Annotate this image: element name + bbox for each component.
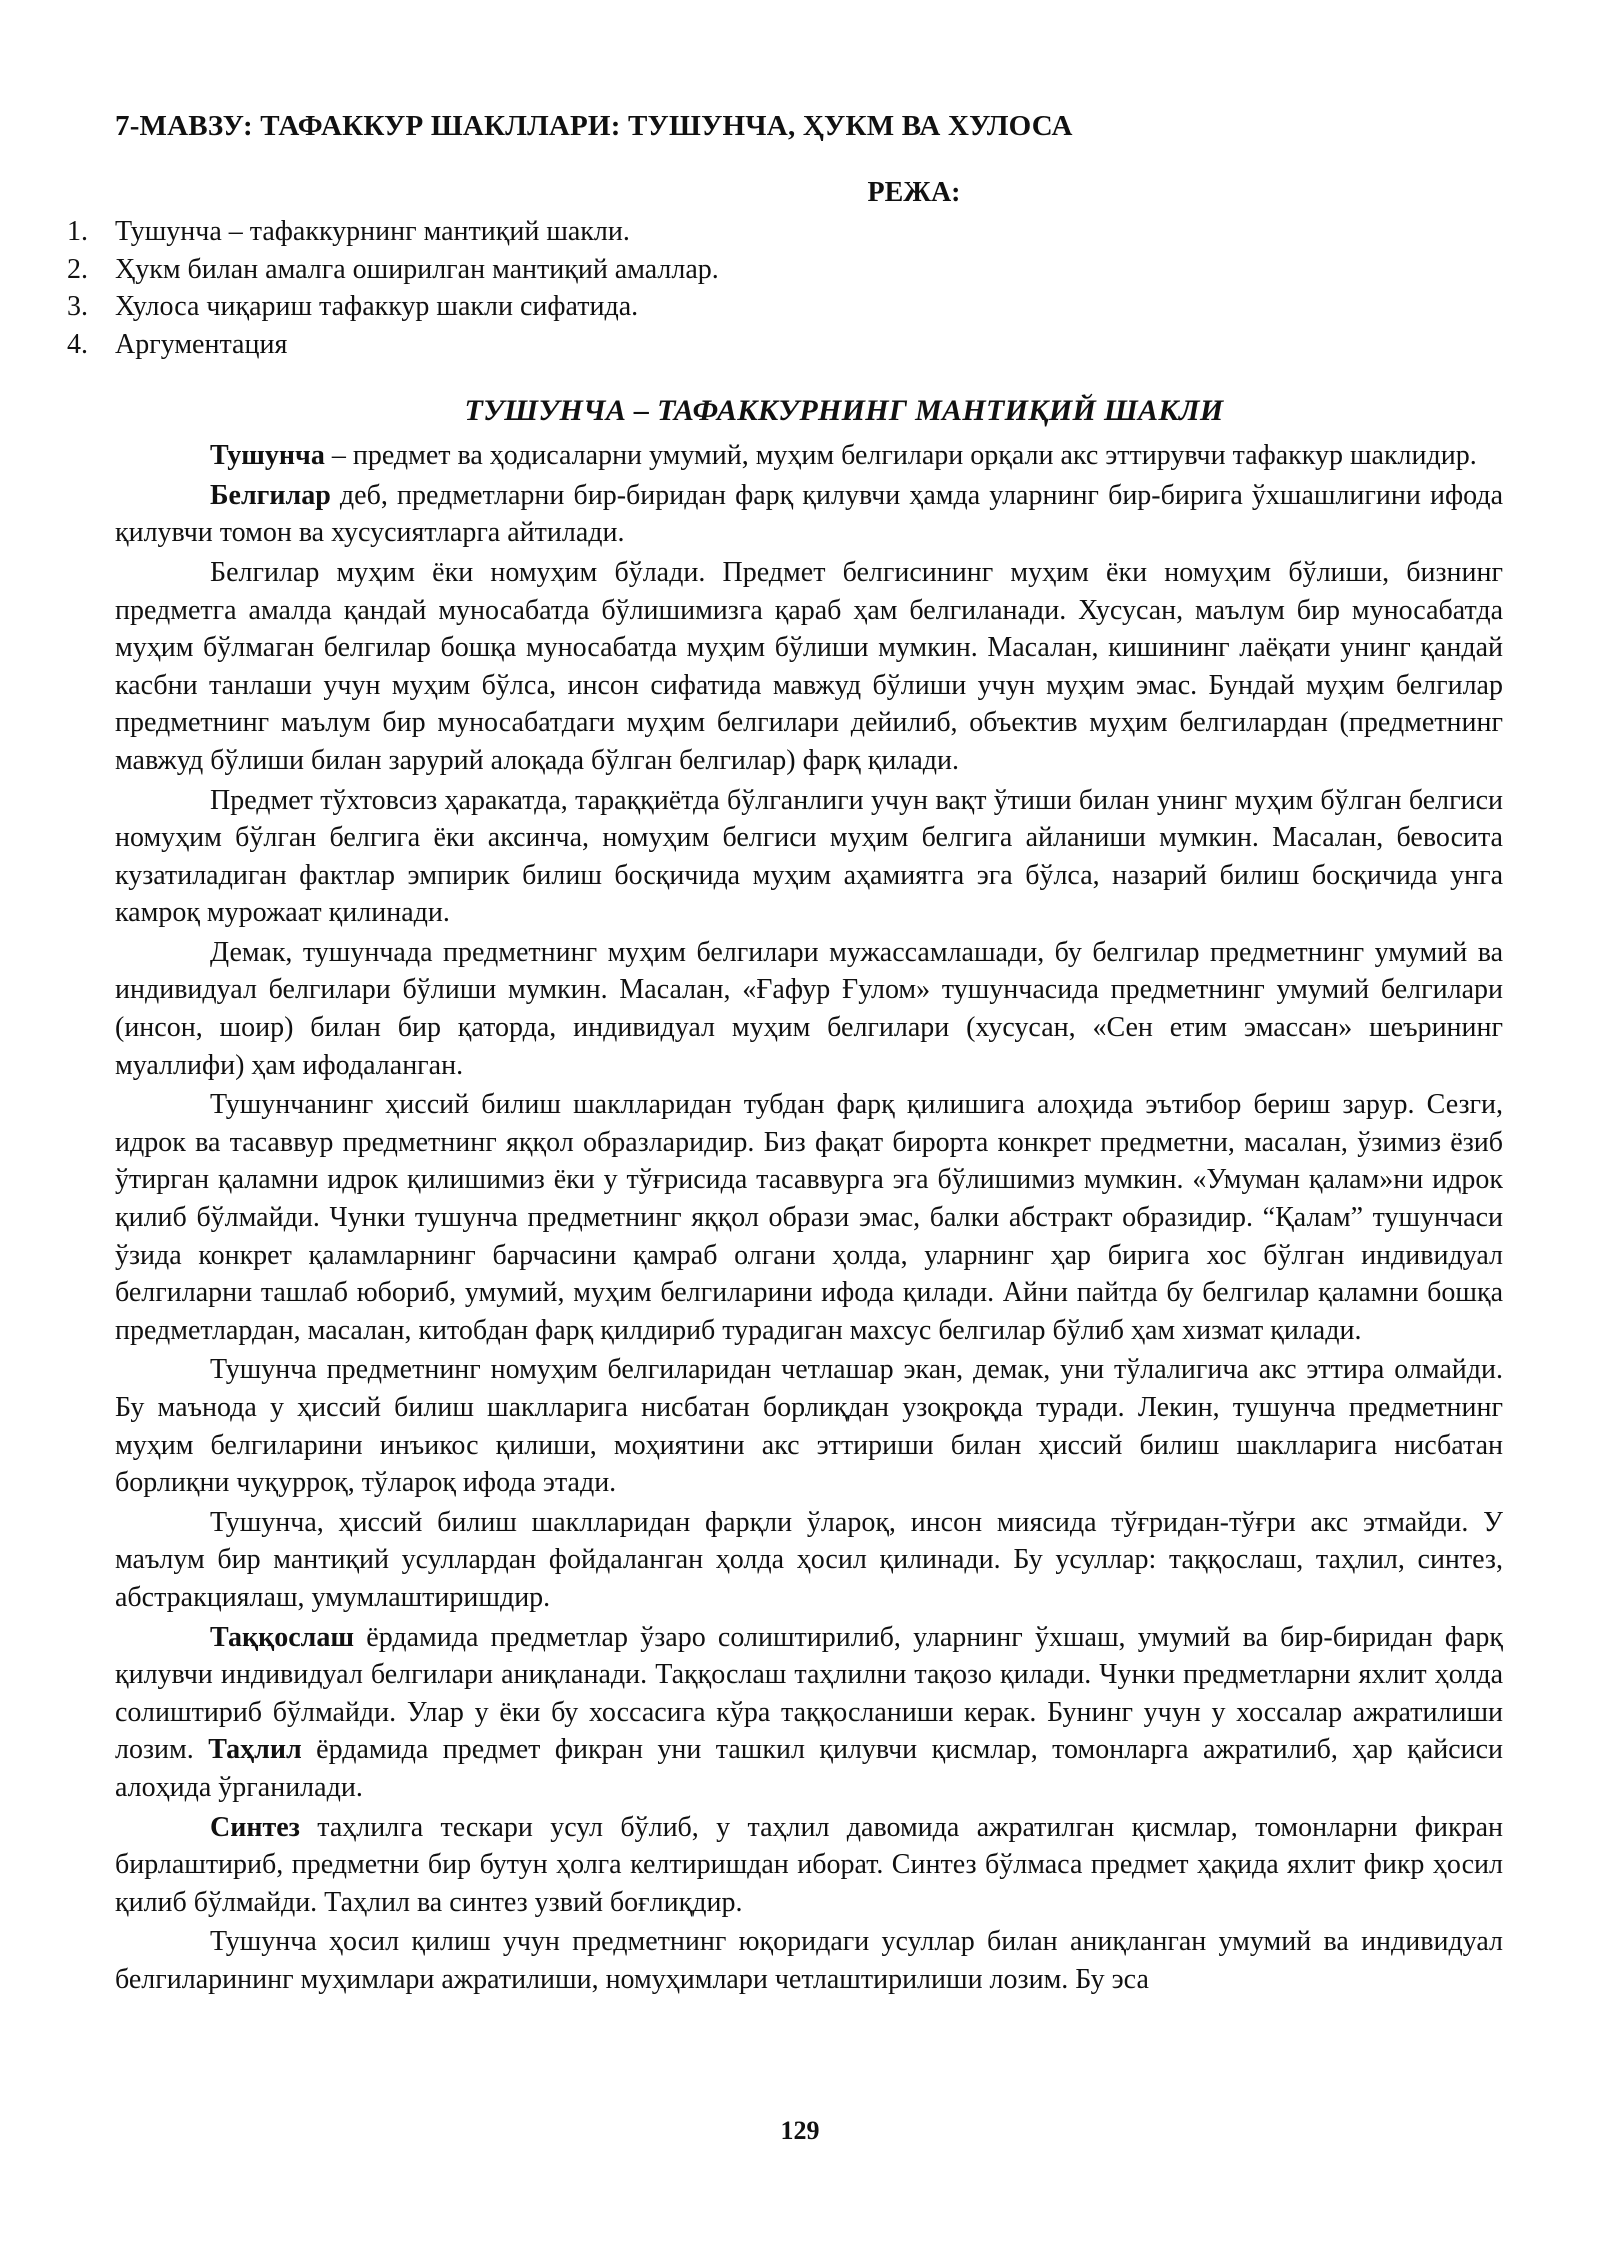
paragraph-comparison — [115, 1619, 1503, 1807]
paragraph-text: Белгилар муҳим ёки номуҳим бўлади. Предмет белгисининг муҳим ёки номуҳим бўлиши, бизнинг предметга амалда қандай муносабатда бўлишимизга қараб ҳам белгиланади. Хусусан, маълум бир муносабатда муҳим бўлмаган белгилар бошқа муносабатда муҳим бўлиши мумкин. Масалан, кишининг лаёқати унинг қандай касбни танлаши учун муҳим бўлса, инсон сифатида мавжуд бўлиши учун муҳим эмас. Бундай муҳим белгилар предметнинг маълум бир муносабатдаги муҳим белгилари дейилиб, объектив муҳим белгилардан (предметнинг мавжуд бўлиши билан зарурий алоқада бўлган белгилар) фарқ қилади. — [115, 556, 1503, 776]
plan-item: 3. Хулоса чиқариш тафаккур шакли сифатида. — [115, 288, 1503, 326]
document-page — [67, 108, 1503, 2001]
section-title: ТУШУНЧА – ТАФАККУРНИНГ МАНТИҚИЙ ШАКЛИ — [464, 393, 1224, 427]
paragraph-text: Тушунча, ҳиссий билиш шаклларидан фарқли ўлароқ, инсон миясида тўғридан-тўғри акс этмайди. У маълум бир мантиқий усуллардан фойдаланган ҳолда ҳосил қилинади. Бу усуллар: таққослаш, таҳлил, синтез, абстракциялаш, умумлаштиришдир. — [115, 1506, 1503, 1613]
paragraph-text: Тушунчанинг ҳиссий билиш шаклларидан тубдан фарқ қилишига алоҳида эътибор бериш зарур. Сезги, идрок ва тасаввур предметнинг яққол образларидир. Биз фақат бирорта конкрет предметни, масалан, ўзимиз ёзиб ўтирган қаламни идрок қилишимиз ёки у тўғрисида тасаввурга эга бўлишимиз мумкин. «Умуман қалам»ни идрок қилиб бўлмайди. Чунки тушунча предметнинг яққол образи эмас, балки абстракт образидир. “Қалам” тушунчаси ўзида конкрет қаламларнинг барчасини қамраб олгани ҳолда, уларнинг ҳар бирига хос бўлган индивидуал белгиларни ташлаб юбориб, умумий, муҳим белгиларини ифода қилади. Айни пайтда бу белгилар қаламни бошқа предметлардан, масалан, китобдан фарқ қилдириб турадиган махсус белгилар бўлиб ҳам хизмат қилади. — [115, 1089, 1503, 1346]
paragraph — [115, 1351, 1503, 1501]
paragraph-synthesis — [115, 1809, 1503, 1922]
term-bold: Таҳлил — [208, 1734, 302, 1766]
term-bold: Синтез — [210, 1811, 300, 1843]
paragraph-definition — [115, 437, 1503, 475]
paragraph-text: Предмет тўхтовсиз ҳаракатда, тараққиётда бўлганлиги учун вақт ўтиши билан унинг муҳим бўлган белгиси номуҳим бўлган белгига ёки аксинча, номуҳим белгиси муҳим белгига айланиши мумкин. Масалан, бевосита кузатиладиган фактлар эмпирик билиш босқичида муҳим аҳамиятга эга бўлса, назарий билиш босқичида унга камроқ мурожаат қилинади. — [115, 784, 1503, 929]
plan-title: РЕЖА: — [867, 176, 961, 208]
paragraph — [115, 1504, 1503, 1617]
term-bold: Белгилар — [210, 479, 331, 511]
paragraph-text: Тушунча предметнинг номуҳим белгиларидан четлашар экан, демак, уни тўлалигича акс эттира олмайди. Бу маънода у ҳиссий билиш шаклларига нисбатан борлиқдан узоқроқда туради. Лекин, тушунча предметнинг муҳим белгиларини инъикос қилиши, моҳиятини акс эттириши билан ҳиссий билиш шаклларига нисбатан борлиқни чуқуррoқ, тўларoқ ифода этади. — [115, 1354, 1503, 1499]
plan-list — [67, 213, 1503, 363]
paragraph-text: таҳлилга тескари усул бўлиб, у таҳлил давомида ажратилган қисмлар, томонларни фикран бирлаштириб, предметни бир бутун ҳолга келтиришдан иборат. Синтез бўлмаса предмет ҳақида яхлит фикр ҳосил қилиб бўлмайди. Таҳлил ва синтез узвий боғлиқдир. — [115, 1811, 1503, 1918]
paragraph — [115, 1923, 1503, 1998]
term-bold: Тушунча — [210, 440, 325, 472]
term-bold: Таққослаш — [210, 1621, 355, 1653]
paragraph-text: ёрдамида предметлар ўзаро солиштирилиб, уларнинг ўхшаш, умумий ва бир-биридан фарқ қилувчи индивидуал белгилари аниқланади. Таққослаш таҳлилни тақозо қилади. Чунки предметларни яхлит ҳолда солиштириб бўлмайди. Улар у ёки бу хоссасига кўра таққосланиши керак. Бунинг учун у хоссалар ажратилиши лозим. — [115, 1621, 1503, 1766]
paragraph — [115, 934, 1503, 1084]
paragraph-text: – предмет ва ҳодисаларни умумий, муҳим белгилари орқали акс эттирувчи тафаккур шаклидир. — [324, 440, 1477, 472]
paragraph — [115, 1086, 1503, 1349]
paragraph-text: Демак, тушунчада предметнинг муҳим белгилари мужассамлашади, бу белгилар предметнинг умумий ва индивидуал белгилари бўлиши мумкин. Масалан, «Ғафур Ғулом» тушунчасида предметнинг умумий белгилари (инсон, шоир) билан бир қаторда, индивидуал муҳим белгилари (хусусан, «Сен етим эмассан» шеърининг муаллифи) ҳам ифодаланган. — [115, 936, 1503, 1081]
plan-item-text: Хулоса чиқариш тафаккур шакли сифатида. — [115, 291, 639, 323]
plan-item: 2. Ҳукм билан амалга оширилган мантиқий амаллар. — [115, 251, 1503, 289]
paragraph-text: Тушунча ҳосил қилиш учун предметнинг юқоридаги усуллар билан аниқланган умумий ва индивидуал белгиларининг муҳимлари ажратилиши, номуҳимлари четлаштирилиши лозим. Бу эса — [115, 1926, 1503, 1995]
plan-item-text: Аргументация — [115, 328, 288, 360]
plan-item-text: Ҳукм билан амалга оширилган мантиқий амаллар. — [115, 253, 719, 285]
paragraph-text: ёрдамида предмет фикран уни ташкил қилувчи қисмлар, томонларга ажратилиб, ҳар қайсиси алоҳида ўрганилади. — [115, 1734, 1503, 1803]
plan-item-text: Тушунча – тафаккурнинг мантиқий шакли. — [115, 216, 630, 248]
page-number: 129 — [780, 2116, 820, 2145]
paragraph — [115, 782, 1503, 932]
plan-item: 4. Аргументация — [115, 326, 1503, 364]
paragraph — [115, 554, 1503, 780]
paragraph-text: деб, предметларни бир-биридан фарқ қилувчи ҳамда уларнинг бир-бирига ўхшашлигини ифода қилувчи томон ва хусусиятларга айтилади. — [115, 479, 1503, 549]
plan-item: 1. Тушунча – тафаккурнинг мантиқий шакли. — [115, 213, 1503, 251]
topic-heading: 7-МАВЗУ: ТАФАККУР ШАКЛЛАРИ: ТУШУНЧА, ҲУКМ ВА ХУЛОСА — [115, 110, 1073, 142]
paragraph-features — [115, 477, 1503, 552]
